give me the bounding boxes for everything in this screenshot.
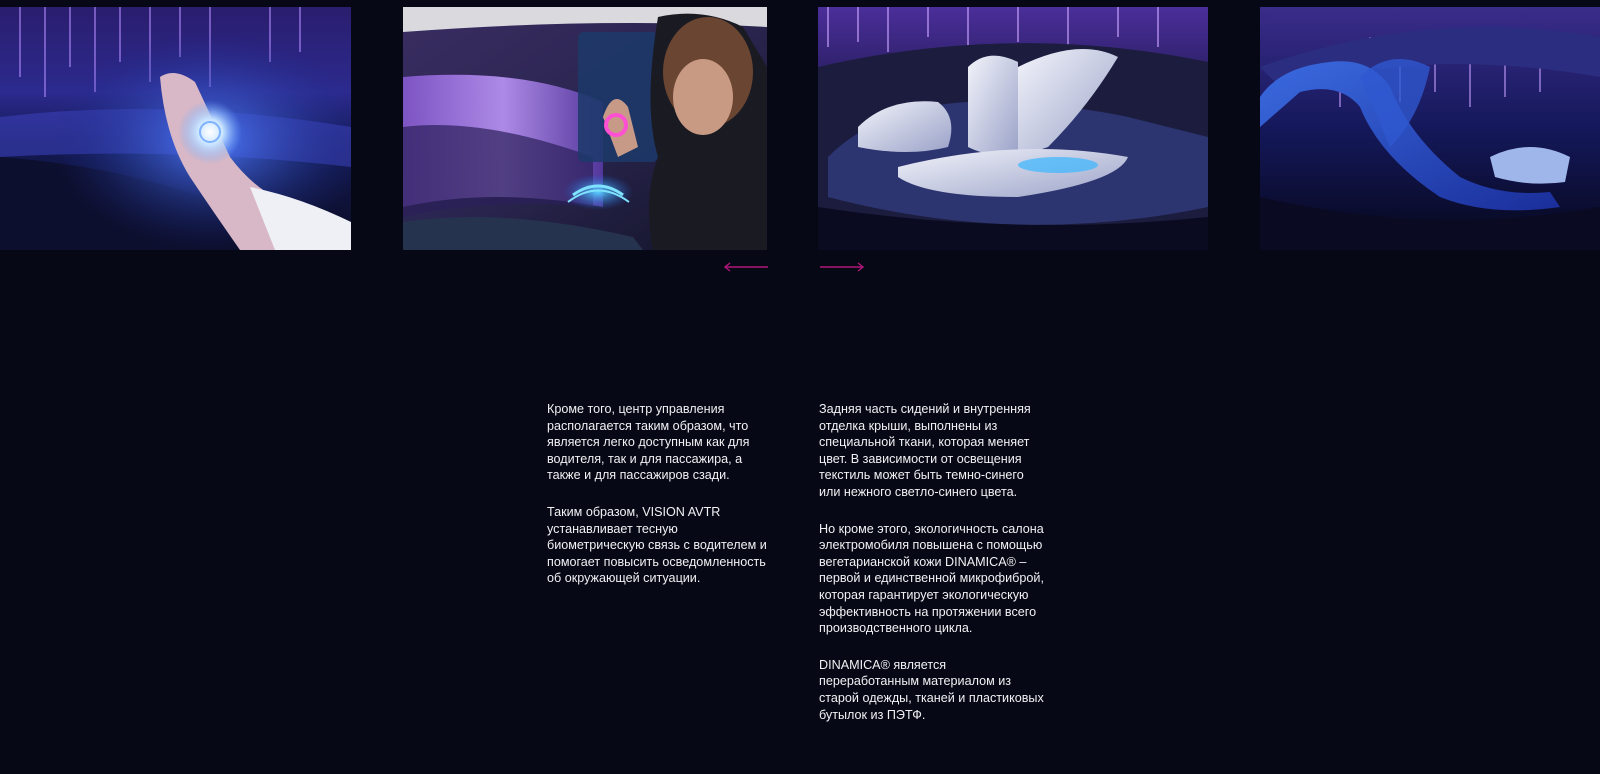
carousel-slide-2[interactable]	[403, 7, 767, 250]
car-interior-arch-image	[1260, 7, 1600, 250]
arrow-right-icon	[818, 259, 866, 275]
right-paragraph-3: DINAMICA® является переработанным материалом из старой одежды, тканей и пластиковых бутылок из ПЭТФ.	[819, 657, 1044, 722]
image-carousel	[0, 7, 1600, 250]
left-paragraph-1: Кроме того, центр управления располагается таким образом, что является легко доступным как для водителя, так и для пассажира, а также и для пассажиров сзади.	[547, 402, 750, 483]
carousel-next-button[interactable]	[818, 259, 866, 275]
right-text-column	[819, 401, 1047, 743]
left-text-column	[547, 401, 772, 607]
right-paragraph-2: Но кроме этого, экологичность салона электромобиля повышена с помощью вегетарианской кожи DINAMICA® – первой и единственной микрофиброй, которая гарантирует экологическую эффективность на протяжении всего производственного цикла.	[819, 521, 1044, 636]
car-interior-seats-image	[818, 7, 1208, 250]
carousel-slide-4[interactable]	[1260, 7, 1600, 250]
right-paragraph-1: Задняя часть сидений и внутренняя отделка крыши, выполнены из специальной ткани, которая меняет цвет. В зависимости от освещения текстиль может быть темно-синего или нежного светло-синего цвета.	[819, 402, 1031, 499]
arrow-left-icon	[722, 259, 770, 275]
carousel-slide-1[interactable]	[0, 7, 351, 250]
carousel-slide-3[interactable]	[818, 7, 1208, 250]
left-paragraph-2: Таким образом, VISION AVTR устанавливает тесную биометрическую связь с водителем и помогает повысить осведомленность об окружающей ситуации.	[547, 504, 767, 586]
hand-hologram-image	[0, 7, 351, 250]
carousel-prev-button[interactable]	[722, 259, 770, 275]
driver-dashboard-image	[403, 7, 767, 250]
